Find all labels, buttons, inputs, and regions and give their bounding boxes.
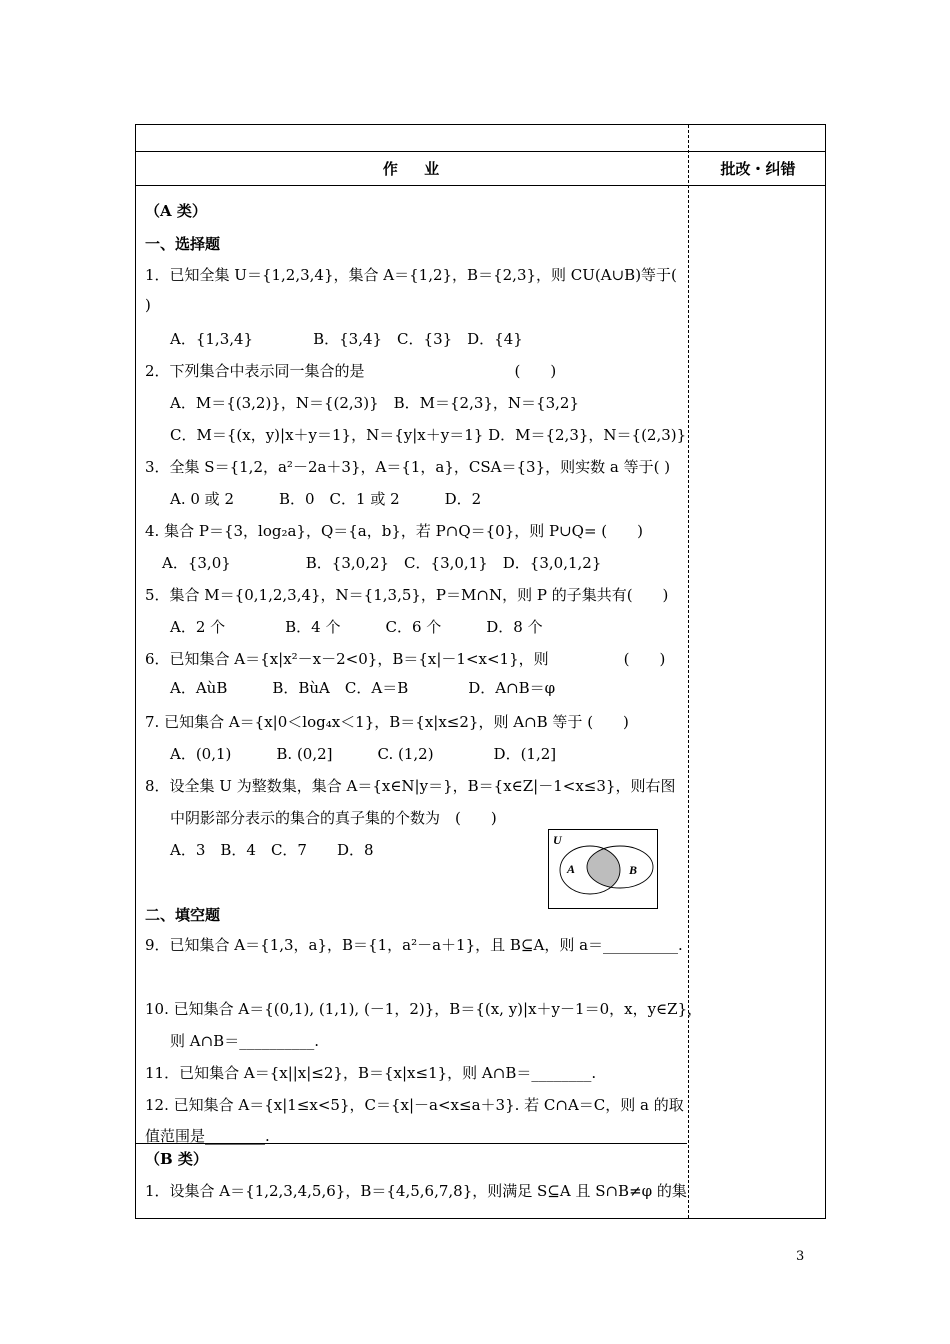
question-line: 则 A∩B＝__________. bbox=[170, 1032, 319, 1050]
table-rule bbox=[136, 185, 825, 186]
options-line: A. 0 或 2 B．0 C．1 或 2 D．2 bbox=[170, 490, 482, 508]
options-line: A．(0,1) B. (0,2] C. (1,2) D．(1,2] bbox=[170, 745, 557, 763]
table-rule bbox=[136, 151, 825, 152]
question-line: 3．全集 S＝{1,2，a²－2a＋3}，A＝{1，a}，CSA＝{3}，则实数 a 等于( ) bbox=[145, 458, 671, 476]
fill-heading: 二、填空题 bbox=[145, 906, 221, 924]
question-line: 1．已知全集 U＝{1,2,3,4}，集合 A＝{1,2}，B＝{2,3}，则 CU(A∪B)等于( bbox=[145, 266, 677, 284]
question-line: 9．已知集合 A＝{1,3，a}，B＝{1，a²－a＋1}，且 B⊆A，则 a＝__________. bbox=[145, 936, 683, 954]
venn-u-label: U bbox=[553, 833, 562, 847]
question-line: 2．下列集合中表示同一集合的是 ( ) bbox=[145, 362, 557, 380]
question-line: 12. 已知集合 A＝{x|1≤x<5}，C＝{x|－a<x≤a＋3}. 若 C∩A＝C，则 a 的取 bbox=[145, 1096, 684, 1114]
review-header: 批改・纠错 bbox=[720, 160, 796, 178]
question-line: 6．已知集合 A＝{x|x²－x－2<0}，B＝{x|－1<x<1}，则 ( ) bbox=[145, 650, 666, 668]
venn-diagram bbox=[548, 829, 658, 909]
options-line: A．{3,0} B．{3,0,2} C．{3,0,1} D．{3,0,1,2} bbox=[162, 554, 602, 572]
options-line: A．2 个 B．4 个 C．6 个 D．8 个 bbox=[170, 618, 543, 636]
options-line: A．AùB B．BùA C．A＝B D．A∩B＝φ bbox=[170, 679, 556, 697]
section-b-label: （B 类） bbox=[145, 1150, 208, 1168]
venn-a-label: A bbox=[567, 862, 576, 876]
page-number: 3 bbox=[796, 1249, 805, 1264]
options-line: A．3 B．4 C．7 D．8 bbox=[170, 841, 374, 859]
question-line: 7. 已知集合 A＝{x|0＜log₄x＜1}，B＝{x|x≤2}，则 A∩B 等于 ( ) bbox=[145, 713, 629, 731]
homework-header: 作 业 bbox=[382, 160, 442, 178]
question-line: 中阴影部分表示的集合的真子集的个数为 ( ) bbox=[170, 809, 497, 827]
choice-heading: 一、选择题 bbox=[145, 235, 221, 253]
question-line: ) bbox=[145, 296, 151, 314]
question-line: 5．集合 M＝{0,1,2,3,4}，N＝{1,3,5}，P＝M∩N，则 P 的子集共有( ) bbox=[145, 586, 669, 604]
homework-table bbox=[135, 124, 826, 1219]
question-line: 8．设全集 U 为整数集，集合 A＝{x∈N|y＝}，B＝{x∈Z|－1<x≤3}，则右图 bbox=[145, 777, 676, 795]
question-line: 10. 已知集合 A＝{(0,1), (1,1), (－1，2)}，B＝{(x, y)|x＋y－1＝0，x，y∈Z}， bbox=[145, 1000, 703, 1018]
section-a-label: （A 类） bbox=[145, 202, 207, 220]
question-line: 4. 集合 P＝{3，log₂a}，Q＝{a，b}，若 P∩Q＝{0}，则 P∪Q= ( ) bbox=[145, 522, 644, 540]
options-line: A．M＝{(3,2)}，N＝{(2,3)} B．M＝{2,3}，N＝{3,2} bbox=[170, 394, 580, 412]
options-line: C．M＝{(x，y)|x＋y＝1}，N＝{y|x＋y＝1} D．M＝{2,3}，N＝{(2,3)} bbox=[170, 426, 687, 444]
question-line: 11．已知集合 A＝{x||x|≤2}，B＝{x|x≤1}，则 A∩B＝________. bbox=[145, 1064, 597, 1082]
venn-b-label: B bbox=[629, 863, 638, 877]
question-line: 值范围是________. bbox=[145, 1127, 270, 1145]
column-divider bbox=[688, 125, 689, 1218]
options-line: A．{1,3,4} B．{3,4} C．{3} D．{4} bbox=[170, 330, 523, 348]
question-line: 1．设集合 A＝{1,2,3,4,5,6}，B＝{4,5,6,7,8}，则满足 S⊆A 且 S∩B≠φ 的集 bbox=[145, 1182, 687, 1200]
